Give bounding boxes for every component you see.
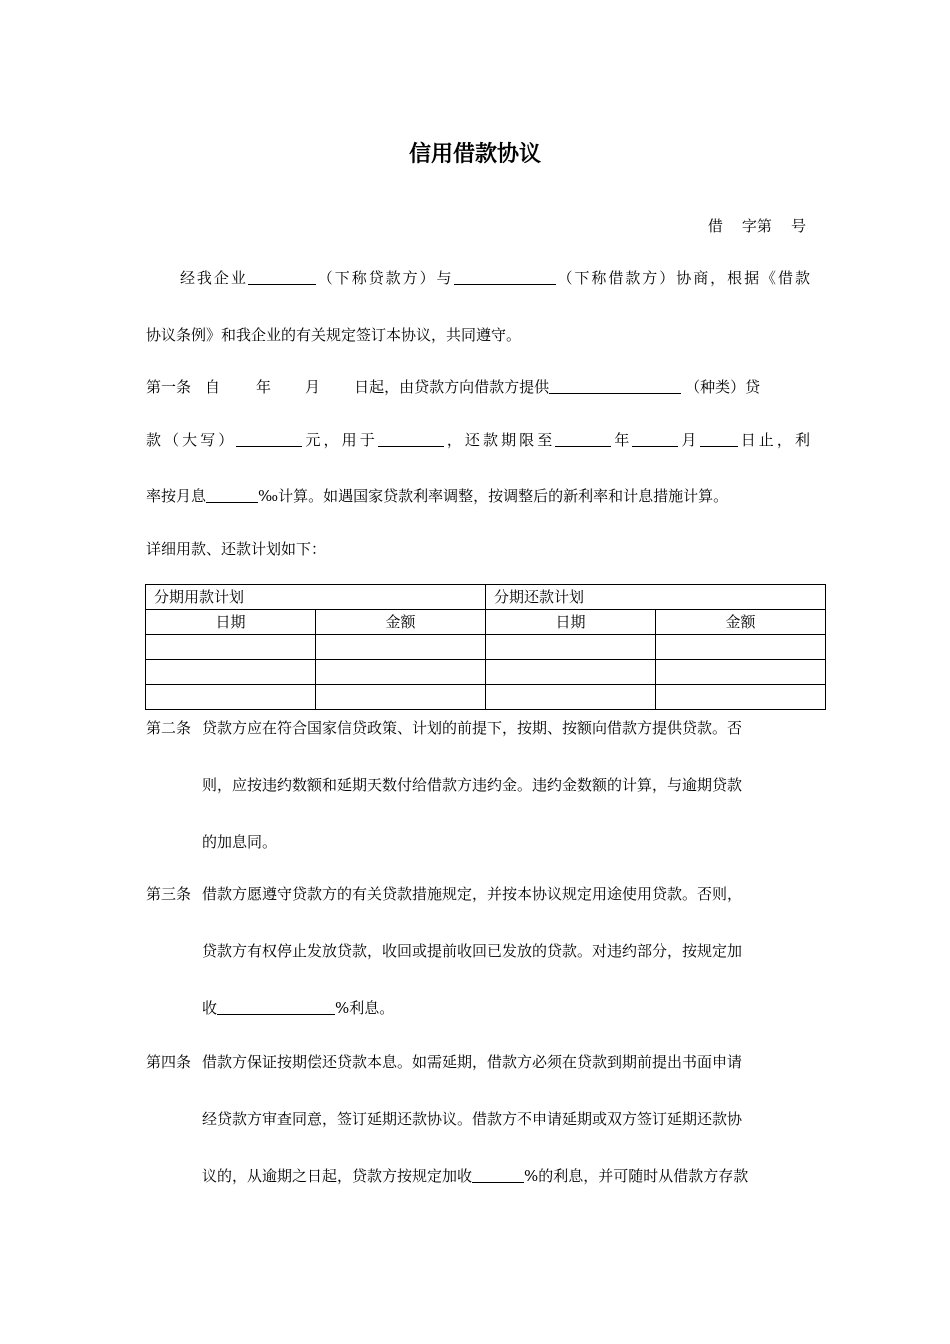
article1-line-3 bbox=[146, 486, 810, 506]
article4-text: 议的，从逾期之日起，贷款方按规定加收 bbox=[202, 1167, 473, 1185]
document-title: 信用借款协议 bbox=[408, 142, 541, 167]
table-cell[interactable] bbox=[656, 660, 826, 685]
article1-text: 年 bbox=[256, 378, 272, 396]
col-header-date: 日期 bbox=[486, 610, 656, 635]
amount-blank[interactable] bbox=[236, 431, 302, 447]
intro-text-a: 经我企业 bbox=[178, 269, 248, 287]
due-month-blank[interactable] bbox=[632, 431, 678, 447]
reference-number: 借 字第 号 bbox=[707, 217, 806, 235]
penalty-interest-blank[interactable] bbox=[217, 999, 335, 1015]
article2-line-3: 的加息同。 bbox=[202, 833, 278, 851]
article2-label: 第二条 bbox=[146, 719, 192, 737]
article1-text: 日止，利 bbox=[737, 431, 810, 449]
intro-line-1 bbox=[146, 268, 810, 288]
table-row bbox=[146, 660, 826, 685]
article1-text: 款（大写） bbox=[146, 431, 237, 449]
table-cell[interactable] bbox=[316, 685, 486, 710]
article1-text: （种类）贷 bbox=[685, 378, 761, 396]
intro-text-c: （下称借款方）协商，根据《借款 bbox=[555, 269, 810, 287]
article3-text: %利息。 bbox=[335, 999, 395, 1017]
article1-text: 率按月息 bbox=[146, 487, 207, 505]
article1-text: 年 bbox=[611, 431, 633, 449]
article1-text: ，还款期限至 bbox=[443, 431, 556, 449]
intro-line-2: 协议条例》和我企业的有关规定签订本协议，共同遵守。 bbox=[146, 326, 522, 344]
monthly-interest-blank[interactable] bbox=[206, 487, 258, 503]
article3-line-2: 贷款方有权停止发放贷款，收回或提前收回已发放的贷款。对违约部分，按规定加 bbox=[202, 942, 743, 960]
group-header-repayment: 分期还款计划 bbox=[486, 585, 826, 610]
article4-text: %的利息，并可随时从借款方存款 bbox=[524, 1167, 749, 1185]
borrower-name-blank[interactable] bbox=[454, 269, 556, 285]
table-cell[interactable] bbox=[486, 635, 656, 660]
table-column-header-row bbox=[146, 610, 826, 635]
article1-line-4: 详细用款、还款计划如下： bbox=[146, 540, 327, 558]
table-cell[interactable] bbox=[146, 635, 316, 660]
table-cell[interactable] bbox=[486, 685, 656, 710]
article1-text: 元，用于 bbox=[302, 431, 378, 449]
purpose-blank[interactable] bbox=[378, 431, 444, 447]
article3-line-1: 借款方愿遵守贷款方的有关贷款措施规定，并按本协议规定用途使用贷款。否则， bbox=[202, 885, 743, 903]
article3-label: 第三条 bbox=[146, 885, 192, 903]
article2-line-2: 则，应按违约数额和延期天数付给借款方违约金。违约金数额的计算，与逾期贷款 bbox=[202, 776, 743, 794]
table-cell[interactable] bbox=[656, 685, 826, 710]
article1-text: 日起，由贷款方向借款方提供 bbox=[354, 378, 550, 396]
article2-line-1: 贷款方应在符合国家信贷政策、计划的前提下，按期、按额向借款方提供贷款。否 bbox=[202, 719, 743, 737]
table-cell[interactable] bbox=[146, 660, 316, 685]
lender-name-blank[interactable] bbox=[248, 269, 316, 285]
article1-line-1 bbox=[146, 377, 810, 397]
overdue-interest-blank[interactable] bbox=[472, 1167, 524, 1183]
article4-line-3 bbox=[202, 1166, 805, 1186]
group-header-drawdown: 分期用款计划 bbox=[146, 585, 486, 610]
article1-text: 月 bbox=[678, 431, 700, 449]
table-row bbox=[146, 635, 826, 660]
table-row bbox=[146, 685, 826, 710]
table-cell[interactable] bbox=[146, 685, 316, 710]
col-header-amount: 金额 bbox=[316, 610, 486, 635]
intro-text-b: （下称贷款方）与 bbox=[315, 269, 454, 287]
article1-text: 自 bbox=[205, 378, 221, 396]
table-cell[interactable] bbox=[486, 660, 656, 685]
article1-label: 第一条 bbox=[146, 378, 192, 396]
table-cell[interactable] bbox=[316, 660, 486, 685]
article4-line-2: 经贷款方审查同意，签订延期还款协议。借款方不申请延期或双方签订延期还款协 bbox=[202, 1110, 743, 1128]
table-cell[interactable] bbox=[316, 635, 486, 660]
article3-text: 收 bbox=[202, 999, 218, 1017]
article1-text: 月 bbox=[305, 378, 321, 396]
article1-text: ‰计算。如遇国家贷款利率调整，按调整后的新利率和计息措施计算。 bbox=[258, 487, 729, 505]
col-header-date: 日期 bbox=[146, 610, 316, 635]
article4-label: 第四条 bbox=[146, 1053, 192, 1071]
loan-type-blank[interactable] bbox=[549, 378, 681, 394]
article3-line-3 bbox=[202, 998, 805, 1018]
loan-plan-table bbox=[145, 584, 826, 710]
due-day-blank[interactable] bbox=[700, 431, 738, 447]
table-cell[interactable] bbox=[656, 635, 826, 660]
article4-line-1: 借款方保证按期偿还贷款本息。如需延期，借款方必须在贷款到期前提出书面申请 bbox=[202, 1053, 743, 1071]
due-year-blank[interactable] bbox=[555, 431, 611, 447]
col-header-amount: 金额 bbox=[656, 610, 826, 635]
article1-line-2 bbox=[146, 430, 810, 450]
table-group-header-row bbox=[146, 585, 826, 610]
